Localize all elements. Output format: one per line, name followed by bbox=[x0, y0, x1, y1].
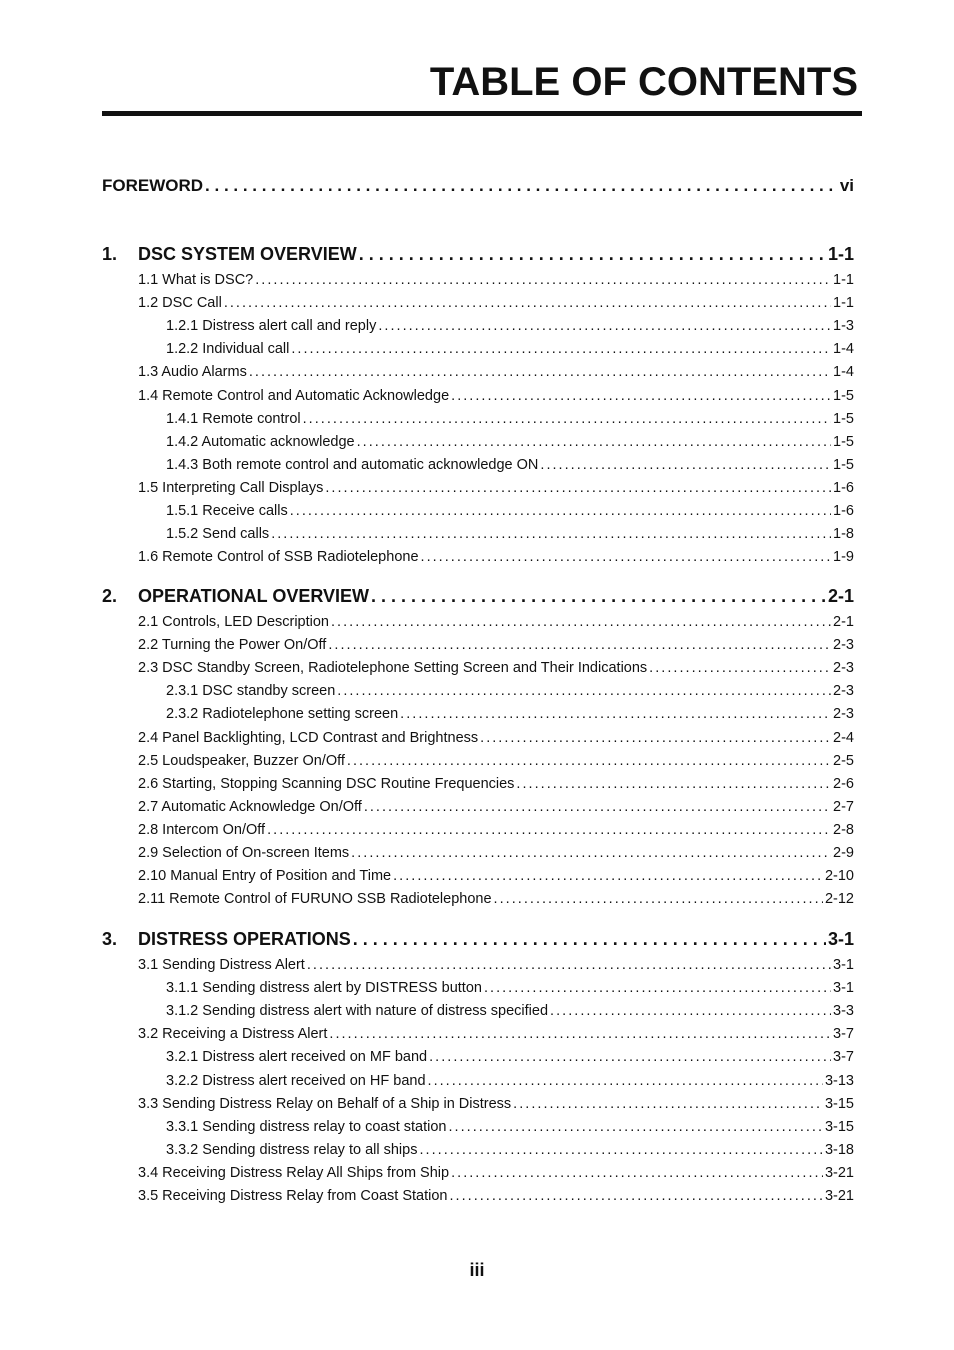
toc-entry-page: 2-12 bbox=[824, 891, 854, 908]
dot-leader bbox=[364, 799, 831, 815]
toc-entry[interactable] bbox=[102, 503, 854, 519]
toc-entry[interactable] bbox=[102, 891, 854, 907]
toc-entry-page: 3-13 bbox=[824, 1072, 854, 1089]
toc-entry-label: 3.1.1 Sending distress alert by DISTRESS button bbox=[166, 980, 482, 997]
toc-entry-label: 3.3.2 Sending distress relay to all ships bbox=[166, 1141, 418, 1158]
dot-leader bbox=[351, 845, 831, 861]
toc-entry[interactable] bbox=[102, 549, 854, 565]
toc-entry-label: 1.6 Remote Control of SSB Radiotelephone bbox=[138, 549, 419, 566]
toc-entry-page: 1-5 bbox=[833, 410, 854, 427]
toc-entry[interactable] bbox=[102, 341, 854, 357]
page-number: iii bbox=[469, 1260, 485, 1280]
dot-leader bbox=[347, 753, 831, 769]
toc-entry[interactable] bbox=[102, 457, 854, 473]
toc-entry-page: 1-9 bbox=[833, 549, 854, 566]
toc-entry-page: 2-3 bbox=[833, 637, 854, 654]
toc-entry-page: 3-1 bbox=[833, 980, 854, 997]
toc-entry-page: 1-1 bbox=[833, 295, 854, 312]
toc-entry-page: 3-1 bbox=[833, 957, 854, 973]
toc-entry[interactable] bbox=[102, 318, 854, 334]
toc-entry-page: 1-5 bbox=[833, 433, 854, 450]
toc-entry[interactable] bbox=[102, 434, 854, 450]
toc-entry[interactable] bbox=[102, 614, 854, 630]
dot-leader bbox=[337, 683, 831, 699]
toc-entry-page: 1-8 bbox=[833, 526, 854, 543]
dot-leader bbox=[224, 295, 831, 311]
toc-entry-label: 2.6 Starting, Stopping Scanning DSC Routine Frequencies bbox=[138, 775, 515, 792]
dot-leader bbox=[451, 1165, 823, 1181]
dot-leader bbox=[449, 1188, 823, 1204]
toc-entry[interactable] bbox=[102, 706, 854, 722]
toc-entry[interactable] bbox=[102, 526, 854, 542]
toc-entry-page: 1-1 bbox=[827, 244, 854, 264]
toc-entry-label: 2.5 Loudspeaker, Buzzer On/Off bbox=[138, 752, 345, 769]
toc-entry-page: 3-7 bbox=[833, 1026, 854, 1043]
toc-entry[interactable] bbox=[102, 730, 854, 746]
dot-leader bbox=[550, 1003, 831, 1019]
toc-entry-label: 2.10 Manual Entry of Position and Time bbox=[138, 868, 392, 885]
toc-entry-label: 1.2.1 Distress alert call and reply bbox=[166, 318, 377, 335]
toc-entry-label: DSC SYSTEM OVERVIEW bbox=[138, 244, 357, 264]
toc-entry-page: 2-9 bbox=[833, 845, 854, 861]
toc-entry[interactable] bbox=[102, 1073, 854, 1089]
dot-leader bbox=[513, 1096, 823, 1112]
toc-foreword[interactable] bbox=[102, 176, 854, 196]
toc-entry-page: 1-6 bbox=[833, 503, 854, 519]
toc-entry-label: 3.3.1 Sending distress relay to coast station bbox=[166, 1118, 447, 1135]
dot-leader bbox=[449, 1119, 823, 1135]
toc-entry-page: 3-15 bbox=[824, 1095, 854, 1112]
dot-leader bbox=[371, 586, 826, 607]
toc-entry[interactable] bbox=[102, 1165, 854, 1181]
toc-entry[interactable] bbox=[102, 660, 854, 676]
toc-entry-label: 2.3.1 DSC standby screen bbox=[166, 683, 336, 700]
toc-entry-label: 2.7 Automatic Acknowledge On/Off bbox=[138, 798, 362, 815]
dot-leader bbox=[328, 637, 831, 653]
dot-leader bbox=[303, 411, 831, 427]
toc-entry[interactable] bbox=[102, 480, 854, 496]
dot-leader bbox=[249, 364, 831, 380]
toc-entry-label: 2.4 Panel Backlighting, LCD Contrast and Brightness bbox=[138, 729, 479, 746]
dot-leader bbox=[378, 318, 831, 334]
toc-entry-page: 2-6 bbox=[833, 775, 854, 792]
toc-entry-label: 1.2.2 Individual call bbox=[166, 341, 290, 358]
dot-leader bbox=[480, 730, 831, 746]
toc-entry-label: 3.2 Receiving a Distress Alert bbox=[138, 1026, 328, 1043]
dot-leader bbox=[451, 388, 831, 404]
toc-entry[interactable] bbox=[102, 364, 854, 380]
dot-leader bbox=[357, 434, 831, 450]
chapter-number: 2. bbox=[102, 586, 118, 606]
toc-entry-label: 2.11 Remote Control of FURUNO SSB Radiotelephone bbox=[138, 891, 492, 908]
dot-leader bbox=[429, 1049, 831, 1065]
dot-leader bbox=[516, 776, 831, 792]
toc-entry[interactable] bbox=[102, 1188, 854, 1204]
dot-leader bbox=[540, 457, 831, 473]
toc-entry-label: 3.1.2 Sending distress alert with nature of distress specified bbox=[166, 1003, 549, 1020]
toc-entry[interactable] bbox=[102, 411, 854, 427]
toc-entry[interactable] bbox=[102, 868, 854, 884]
dot-leader bbox=[359, 244, 826, 265]
toc-chapter[interactable] bbox=[102, 586, 854, 607]
dot-leader bbox=[205, 176, 838, 196]
toc-entry-label: 1.1 What is DSC? bbox=[138, 272, 254, 288]
toc-entry[interactable] bbox=[102, 980, 854, 996]
toc-entry[interactable] bbox=[102, 272, 854, 288]
toc-entry-label: 2.3 DSC Standby Screen, Radiotelephone Setting Screen and Their Indications bbox=[138, 660, 648, 677]
dot-leader bbox=[267, 822, 831, 838]
dot-leader bbox=[290, 503, 831, 519]
page-title: TABLE OF CONTENTS bbox=[429, 60, 858, 104]
toc-entry-label: 1.4.3 Both remote control and automatic acknowledge ON bbox=[166, 456, 539, 473]
toc-entry-page: 1-1 bbox=[833, 272, 854, 288]
toc-entry-label: 3.5 Receiving Distress Relay from Coast Station bbox=[138, 1188, 448, 1204]
toc-entry-page: 2-3 bbox=[833, 660, 854, 677]
toc-chapter[interactable] bbox=[102, 929, 854, 950]
toc-entry-page: 2-1 bbox=[827, 586, 854, 606]
dot-leader bbox=[494, 891, 823, 907]
toc-entry-page: 1-5 bbox=[833, 387, 854, 404]
toc-entry-page: 1-4 bbox=[833, 341, 854, 358]
toc-entry-page: 3-1 bbox=[827, 929, 854, 949]
toc-entry-label: 1.5 Interpreting Call Displays bbox=[138, 479, 324, 496]
dot-leader bbox=[331, 614, 831, 630]
toc-entry-page: 1-5 bbox=[833, 456, 854, 473]
toc-entry-label: OPERATIONAL OVERVIEW bbox=[138, 586, 370, 606]
toc-entry[interactable] bbox=[102, 753, 854, 769]
dot-leader bbox=[419, 1142, 822, 1158]
toc-entry-label: 1.4.1 Remote control bbox=[166, 410, 301, 427]
dot-leader bbox=[329, 1026, 831, 1042]
toc-entry-label: 2.8 Intercom On/Off bbox=[138, 821, 266, 838]
toc-entry-label: 3.2.1 Distress alert received on MF band bbox=[166, 1049, 428, 1066]
toc-entry-page: 3-3 bbox=[833, 1003, 854, 1020]
toc-entry-page: 2-3 bbox=[833, 683, 854, 700]
toc-entry-page: 2-7 bbox=[833, 798, 854, 815]
toc-entry-page: 2-5 bbox=[833, 752, 854, 769]
dot-leader bbox=[428, 1073, 823, 1089]
toc-entry[interactable] bbox=[102, 1142, 854, 1158]
title-rule bbox=[102, 111, 862, 116]
toc-entry[interactable] bbox=[102, 1119, 854, 1135]
toc-entry-label: 2.2 Turning the Power On/Off bbox=[138, 637, 327, 654]
toc-entry-label: FOREWORD bbox=[102, 176, 204, 195]
dot-leader bbox=[421, 549, 832, 565]
toc-entry-page: vi bbox=[839, 176, 854, 195]
toc-entry[interactable] bbox=[102, 388, 854, 404]
toc-entry-page: 2-10 bbox=[824, 868, 854, 885]
toc-entry-page: 2-1 bbox=[833, 614, 854, 630]
toc-entry-label: 3.2.2 Distress alert received on HF band bbox=[166, 1072, 426, 1089]
toc-entry-label: 2.9 Selection of On-screen Items bbox=[138, 845, 350, 861]
toc-entry[interactable] bbox=[102, 683, 854, 699]
toc-entry[interactable] bbox=[102, 799, 854, 815]
toc-entry-label: 1.5.2 Send calls bbox=[166, 526, 270, 543]
toc-chapter[interactable] bbox=[102, 244, 854, 265]
dot-leader bbox=[271, 526, 831, 542]
toc-entry-page: 1-3 bbox=[833, 318, 854, 335]
toc-entry-label: 3.3 Sending Distress Relay on Behalf of a Ship in Distress bbox=[138, 1095, 512, 1112]
toc-entry-page: 2-3 bbox=[833, 706, 854, 723]
toc-entry-label: DISTRESS OPERATIONS bbox=[138, 929, 351, 949]
dot-leader bbox=[291, 341, 831, 357]
dot-leader bbox=[353, 929, 826, 950]
toc-entry[interactable] bbox=[102, 845, 854, 861]
toc-entry[interactable] bbox=[102, 1049, 854, 1065]
dot-leader bbox=[484, 980, 831, 996]
toc-entry-label: 1.3 Audio Alarms bbox=[138, 364, 247, 381]
toc-entry[interactable] bbox=[102, 822, 854, 838]
toc-entry-label: 1.4 Remote Control and Automatic Acknowledge bbox=[138, 387, 450, 404]
chapter-number: 3. bbox=[102, 929, 118, 949]
toc-entry[interactable] bbox=[102, 1096, 854, 1112]
toc-entry-label: 3.1 Sending Distress Alert bbox=[138, 957, 305, 973]
toc-entry-label: 3.4 Receiving Distress Relay All Ships from Ship bbox=[138, 1164, 450, 1181]
toc-entry-page: 2-8 bbox=[833, 821, 854, 838]
toc-entry-page: 1-6 bbox=[833, 479, 854, 496]
toc-entry-page: 2-4 bbox=[833, 729, 854, 746]
dot-leader bbox=[649, 660, 831, 676]
toc-entry[interactable] bbox=[102, 1003, 854, 1019]
dot-leader bbox=[400, 706, 831, 722]
dot-leader bbox=[307, 957, 831, 973]
toc-entry-label: 2.3.2 Radiotelephone setting screen bbox=[166, 706, 399, 723]
toc-entry-label: 1.2 DSC Call bbox=[138, 295, 222, 312]
toc-entry-page: 1-4 bbox=[833, 364, 854, 381]
toc-entry[interactable] bbox=[102, 295, 854, 311]
dot-leader bbox=[393, 868, 823, 884]
chapter-number: 1. bbox=[102, 244, 118, 264]
toc-entry[interactable] bbox=[102, 957, 854, 973]
toc-entry-label: 1.4.2 Automatic acknowledge bbox=[166, 433, 355, 450]
dot-leader bbox=[255, 272, 831, 288]
toc-entry[interactable] bbox=[102, 637, 854, 653]
toc-entry-page: 3-15 bbox=[824, 1118, 854, 1135]
toc-entry[interactable] bbox=[102, 1026, 854, 1042]
dot-leader bbox=[325, 480, 831, 496]
toc-entry-page: 3-21 bbox=[824, 1188, 854, 1204]
toc-entry-page: 3-18 bbox=[824, 1141, 854, 1158]
toc-entry-page: 3-21 bbox=[824, 1164, 854, 1181]
toc-entry-page: 3-7 bbox=[833, 1049, 854, 1066]
toc-entry-label: 1.5.1 Receive calls bbox=[166, 503, 288, 519]
toc-entry[interactable] bbox=[102, 776, 854, 792]
toc-entry-label: 2.1 Controls, LED Description bbox=[138, 614, 329, 630]
